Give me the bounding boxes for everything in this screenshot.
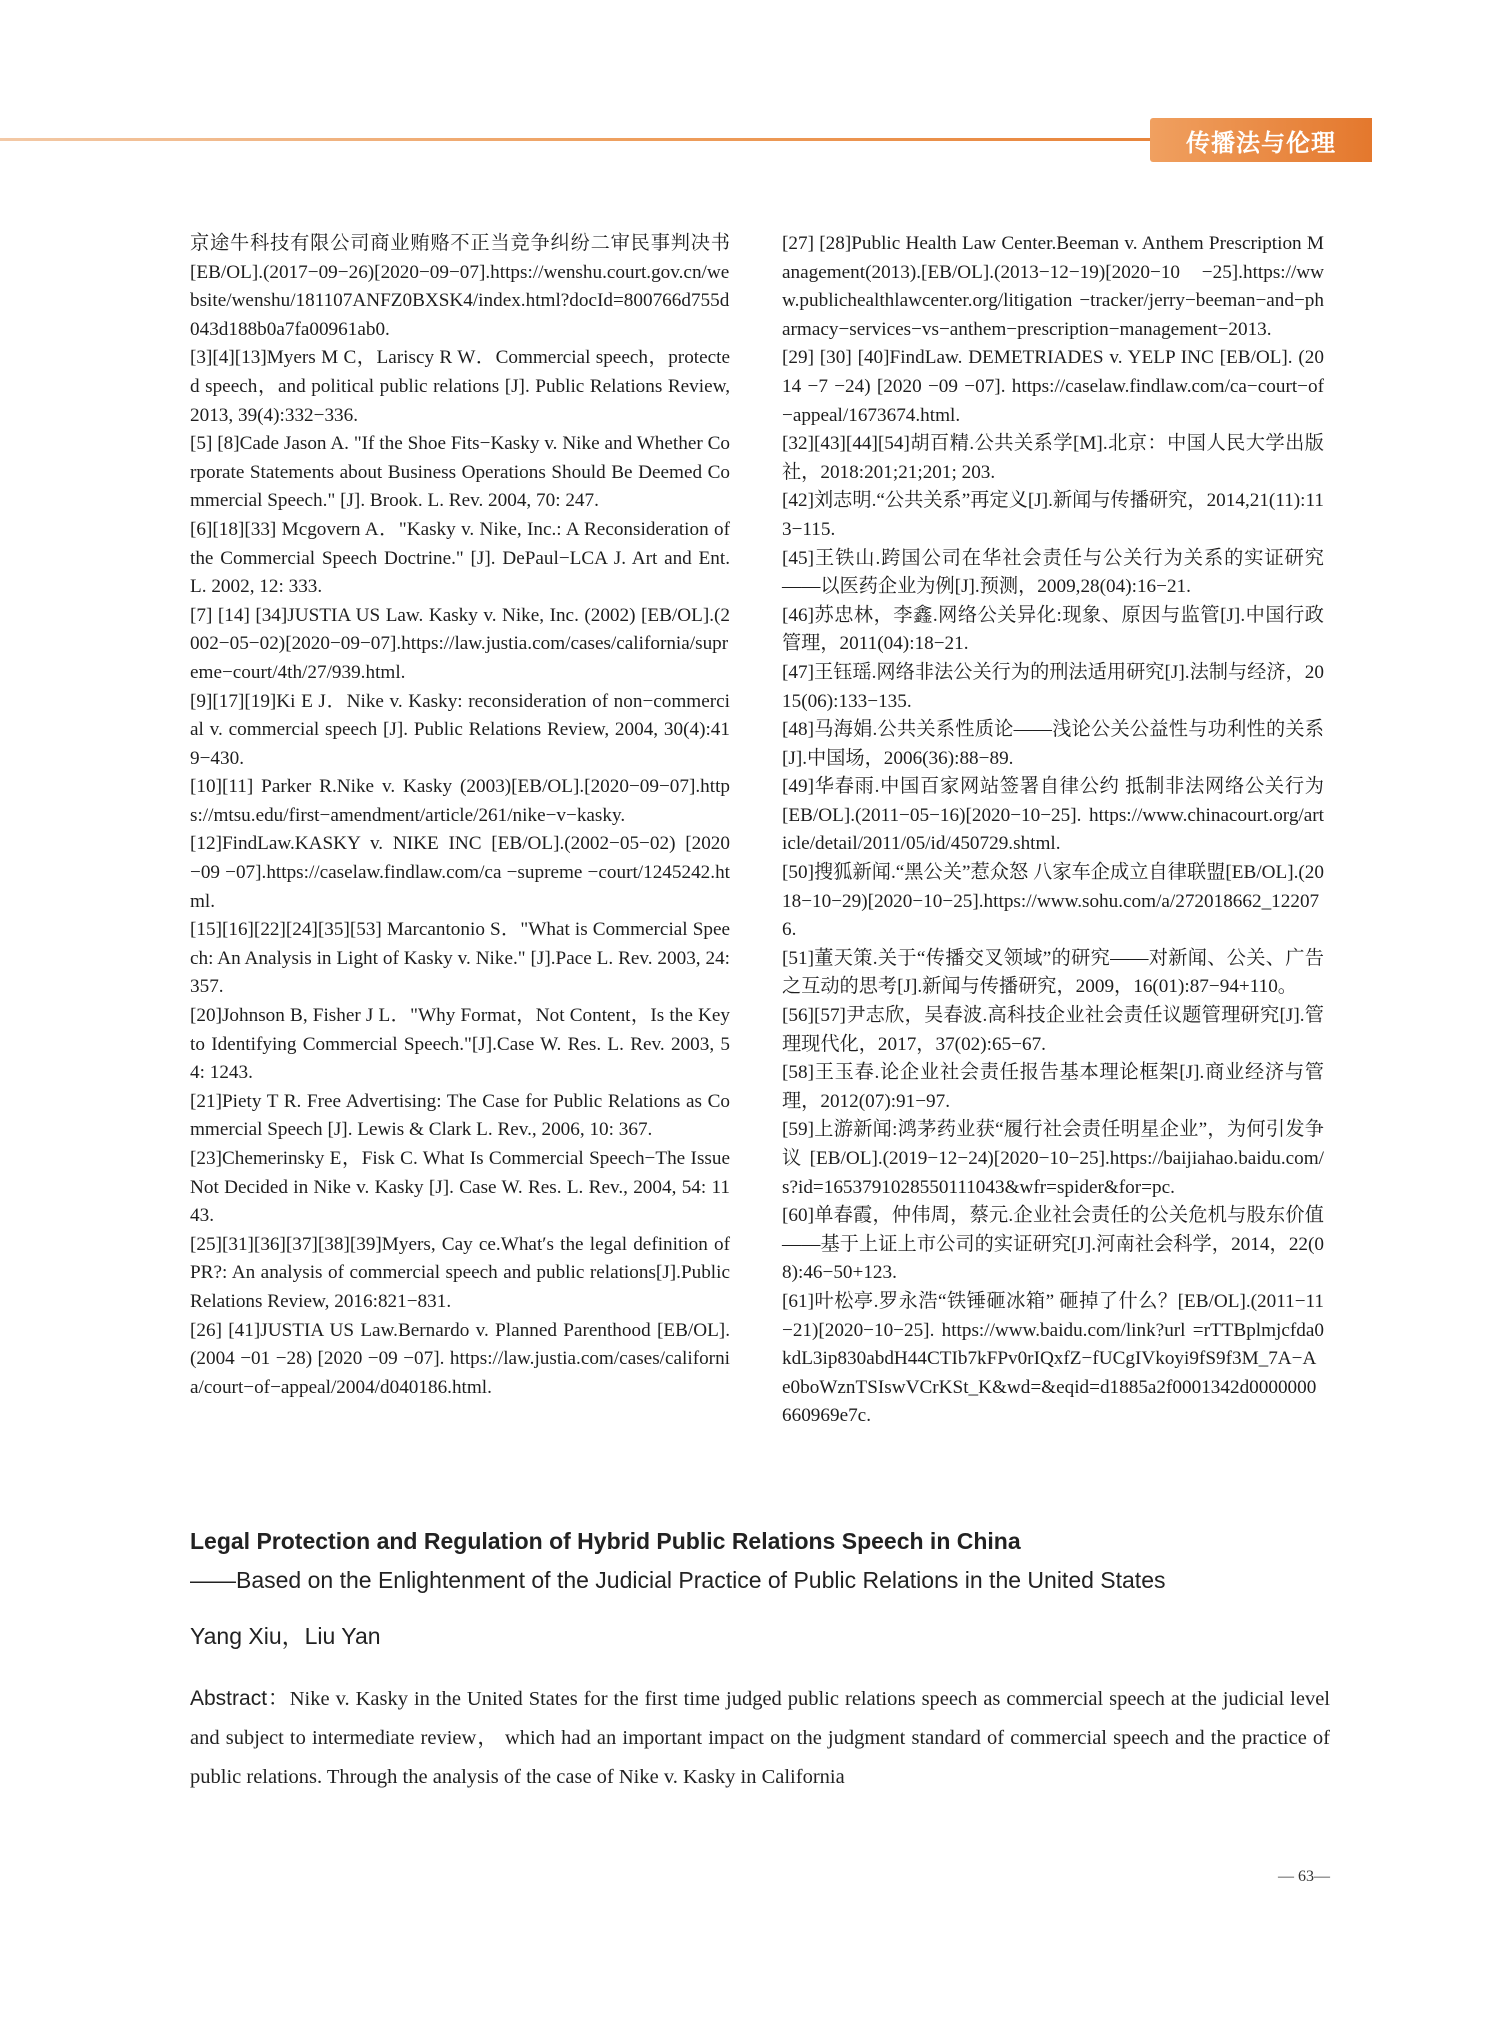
section-title: 传播法与伦理: [1186, 128, 1336, 157]
references-right-column: [782, 230, 1324, 1431]
reference-item: [23]Chemerinsky E，Fisk C. What Is Commercial Speech−The Issue Not Decided in Nike v. Kasky [J]. Case W. Res. L. Rev., 2004, 54: 1143.: [190, 1148, 730, 1227]
english-abstract-block: [190, 1526, 1330, 1797]
reference-item: [20]Johnson B, Fisher J L．"Why Format，Not Content，Is the Key to Identifying Commercial Speech."[J].Case W. Res. L. Rev. 2003, 54: 1243.: [190, 1005, 730, 1084]
reference-item: [46]苏忠林，李鑫.网络公关异化:现象、原因与监管[J].中国行政管理，2011(04):18−21.: [782, 604, 1324, 655]
reference-item: [26] [41]JUSTIA US Law.Bernardo v. Planned Parenthood [EB/OL]. (2004 −01 −28) [2020 −09 −07]. https://law.justia.com/cases/california/court−of−appeal/2004/d040186.html.: [190, 1319, 730, 1398]
reference-item: [56][57]尹志欣，吴春波.高科技企业社会责任议题管理研究[J].管理现代化，2017，37(02):65−67.: [782, 1005, 1324, 1055]
references-left-column: [190, 230, 730, 1402]
reference-item: [42]刘志明.“公共关系”再定义[J].新闻与传播研究，2014,21(11):113−115.: [782, 490, 1324, 540]
reference-item: [59]上游新闻:鸿茅药业获“履行社会责任明星企业”，为何引发争议 [EB/OL].(2019−12−24)[2020−10−25].https://baijiahao.baidu.com/s?id=1653791028550111043&wfr=spider&for=pc.: [782, 1119, 1324, 1198]
reference-item: [50]搜狐新闻.“黑公关”惹众怒 八家车企成立自律联盟[EB/OL].(2018−10−29)[2020−10−25].https://www.sohu.com/a/272018662_122076.: [782, 862, 1324, 941]
reference-item: [45]王铁山.跨国公司在华社会责任与公关行为关系的实证研究——以医药企业为例[J].预测，2009,28(04):16−21.: [782, 547, 1324, 598]
reference-item: [21]Piety T R. Free Advertising: The Case for Public Relations as Commercial Speech [J]. Lewis & Clark L. Rev., 2006, 10: 367.: [190, 1090, 730, 1141]
reference-item: [12]FindLaw.KASKY v. NIKE INC [EB/OL].(2002−05−02) [2020 −09 −07].https://caselaw.findlaw.com/ca −supreme −court/1245242.html.: [190, 833, 730, 912]
reference-item: [5] [8]Cade Jason A. "If the Shoe Fits−Kasky v. Nike and Whether Corporate Statements about Business Operations Should Be Deemed Commercial Speech." [J]. Brook. L. Rev. 2004, 70: 247.: [190, 433, 730, 512]
reference-item: [29] [30] [40]FindLaw. DEMETRIADES v. YELP INC [EB/OL]. (2014 −7 −24) [2020 −09 −07]. https://caselaw.findlaw.com/ca−court−of−appeal/1673674.html.: [782, 347, 1324, 426]
reference-item: [10][11] Parker R.Nike v. Kasky (2003)[EB/OL].[2020−09−07].https://mtsu.edu/first−amendment/article/261/nike−v−kasky.: [190, 776, 730, 826]
reference-item: [58]王玉春.论企业社会责任报告基本理论框架[J].商业经济与管理，2012(07):91−97.: [782, 1062, 1324, 1112]
reference-item: [48]马海娟.公共关系性质论——浅论公关公益性与功利性的关系[J].中国场，2006(36):88−89.: [782, 719, 1324, 769]
abstract-label: Abstract：: [190, 1687, 290, 1710]
reference-item: [49]华春雨.中国百家网站签署自律公约 抵制非法网络公关行为 [EB/OL].(2011−05−16)[2020−10−25]. https://www.chinacourt.org/article/detail/2011/05/id/450729.shtml.: [782, 776, 1324, 855]
abstract-text: Nike v. Kasky in the United States for the first time judged public relations speech as commercial speech at the judicial level and subject to intermediate review， which had an important impact on the judgment standard of commercial speech and the practice of public relations. Through the analysis of the case of Nike v. Kasky in California: [190, 1688, 1330, 1788]
reference-item: 京途牛科技有限公司商业贿赂不正当竞争纠纷二审民事判决书 [EB/OL].(2017−09−26)[2020−09−07].https://wenshu.court.gov.cn/website/wenshu/181107ANFZ0BXSK4/index.html?docId=800766d755d043d188b0a7fa00961ab0.: [190, 233, 730, 340]
reference-item: [6][18][33] Mcgovern A．"Kasky v. Nike, Inc.: A Reconsideration of the Commercial Speech Doctrine." [J]. DePaul−LCA J. Art and Ent. L. 2002, 12: 333.: [190, 518, 730, 598]
english-subtitle: ——Based on the Enlightenment of the Judicial Practice of Public Relations in the United States: [190, 1567, 1166, 1593]
reference-item: [9][17][19]Ki E J．Nike v. Kasky: reconsideration of non−commercial v. commercial speech [J]. Public Relations Review, 2004, 30(4):419−430.: [190, 690, 730, 769]
reference-item: [3][4][13]Myers M C，Lariscy R W．Commercial speech，protected speech，and political public relations [J]. Public Relations Review, 2013, 39(4):332−336.: [190, 347, 730, 426]
reference-item: [60]单春霞，仲伟周，蔡元.企业社会责任的公关危机与股东价值——基于上证上市公司的实证研究[J].河南社会科学，2014，22(08):46−50+123.: [782, 1205, 1324, 1284]
section-header-tab: [1150, 118, 1372, 162]
reference-item: [15][16][22][24][35][53] Marcantonio S．"What is Commercial Speech: An Analysis in Light of Kasky v. Nike." [J].Pace L. Rev. 2003, 24: 357.: [190, 919, 730, 998]
reference-item: [47]王钰瑶.网络非法公关行为的刑法适用研究[J].法制与经济，2015(06):133−135.: [782, 661, 1324, 712]
reference-item: [51]董天策.关于“传播交叉领域”的研究——对新闻、公关、广告之互动的思考[J].新闻与传播研究，2009，16(01):87−94+110。: [782, 947, 1324, 998]
reference-item: [27] [28]Public Health Law Center.Beeman v. Anthem Prescription Management(2013).[EB/OL].(2013−12−19)[2020−10 −25].https://www.publichealthlawcenter.org/litigation −tracker/jerry−beeman−and−pharmacy−services−vs−anthem−prescription−management−2013.: [782, 233, 1324, 340]
abstract-paragraph: [190, 1679, 1330, 1797]
reference-item: [25][31][36][37][38][39]Myers, Cay ce.What′s the legal definition of PR?: An analysis of commercial speech and public relations[J].Public Relations Review, 2016:821−831.: [190, 1233, 730, 1312]
reference-item: [61]叶松亭.罗永浩“铁锤砸冰箱” 砸掉了什么？[EB/OL].(2011−11−21)[2020−10−25]. https://www.baidu.com/link?url =rTTBplmjcfda0kdL3ip830abdH44CTIb7kFPv0rIQxfZ−fUCgIVkoyi9fS9f3M_7A−Ae0boWznTSIswVCrKSt_K&wd=&eqid=d1885a2f0001342d0000000660969e7c.: [782, 1290, 1324, 1427]
header-rule: [0, 138, 1150, 141]
reference-item: [32][43][44][54]胡百精.公共关系学[M].北京：中国人民大学出版社，2018:201;21;201; 203.: [782, 433, 1324, 483]
english-authors: Yang Xiu，Liu Yan: [190, 1623, 381, 1649]
english-title: Legal Protection and Regulation of Hybrid Public Relations Speech in China: [190, 1528, 1021, 1554]
page-number: — 63—: [1278, 1868, 1330, 1885]
reference-item: [7] [14] [34]JUSTIA US Law. Kasky v. Nike, Inc. (2002) [EB/OL].(2002−05−02)[2020−09−07].https://law.justia.com/cases/california/supreme−court/4th/27/939.html.: [190, 604, 730, 683]
